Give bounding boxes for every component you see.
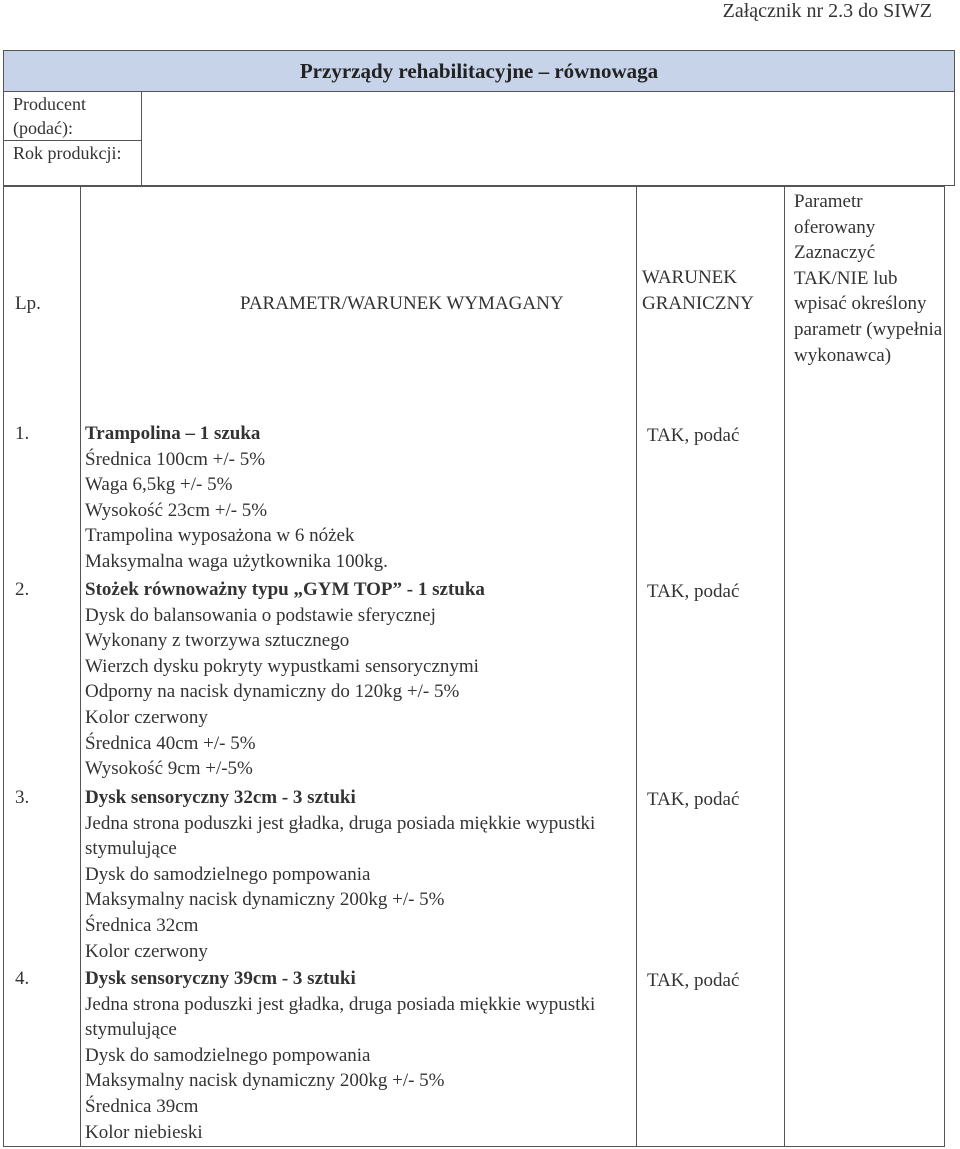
item-spec-line: Kolor czerwony	[85, 940, 208, 962]
limit-value: TAK, podać	[647, 789, 740, 810]
item-name: Dysk sensoryczny 39cm - 3 sztuki	[85, 968, 356, 989]
document-title: Przyrządy rehabilitacyjne – równowaga	[4, 51, 954, 92]
item-spec-line: Wierzch dysku pokryty wypustkami sensorycznymi	[85, 655, 479, 677]
column-divider	[80, 187, 81, 1146]
header-offered-parameter: Parametr oferowany Zaznaczyć TAK/NIE lub wpisać określony parametr (wypełnia wykonawca)	[794, 191, 943, 366]
item-spec-line: Maksymalna waga użytkownika 100kg.	[85, 550, 388, 572]
header-limit-condition: WARUNEK GRANICZNY	[642, 267, 754, 314]
item-spec-line: Wysokość 9cm +/-5%	[85, 758, 253, 780]
item-spec-line: Średnica 40cm +/- 5%	[85, 732, 256, 754]
item-spec-line: Jedna strona poduszki jest gładka, druga posiada miękkie wypustki stymulujące	[85, 812, 596, 860]
producer-label-column	[4, 91, 142, 185]
annex-label: Załącznik nr 2.3 do SIWZ	[722, 0, 932, 22]
item-spec-line: Średnica 32cm	[85, 914, 199, 936]
item-spec-line: Maksymalny nacisk dynamiczny 200kg +/- 5%	[85, 889, 445, 911]
limit-value: TAK, podać	[647, 970, 740, 991]
item-spec-line: Dysk do balansowania o podstawie sferycznej	[85, 604, 436, 626]
product-header-block	[3, 50, 955, 186]
item-name: Stożek równoważny typu „GYM TOP” - 1 sztuka	[85, 579, 485, 600]
header-required-parameter: PARAMETR/WARUNEK WYMAGANY	[240, 293, 564, 314]
item-number: 1.	[15, 423, 30, 444]
item-number: 3.	[15, 787, 30, 808]
item-spec-line: Trampolina wyposażona w 6 nóżek	[85, 525, 355, 547]
item-spec-line: Wysokość 23cm +/- 5%	[85, 499, 268, 521]
limit-value: TAK, podać	[647, 581, 740, 602]
item-spec-line: Dysk do samodzielnego pompowania	[85, 863, 371, 885]
item-name: Trampolina – 1 szuka	[85, 423, 261, 444]
producer-label: Producent (podać):	[4, 91, 141, 141]
item-spec-line: Średnica 39cm	[85, 1095, 199, 1117]
item-spec-line: Dysk do samodzielnego pompowania	[85, 1044, 371, 1066]
item-name: Dysk sensoryczny 32cm - 3 sztuki	[85, 787, 356, 808]
item-spec-line: Maksymalny nacisk dynamiczny 200kg +/- 5%	[85, 1070, 445, 1092]
item-spec-line: Wykonany z tworzywa sztucznego	[85, 630, 350, 652]
item-spec-line: Odporny na nacisk dynamiczny do 120kg +/- 5%	[85, 681, 460, 703]
header-lp: Lp.	[15, 293, 41, 314]
item-spec-line: Waga 6,5kg +/- 5%	[85, 474, 233, 496]
column-divider	[636, 187, 637, 1146]
item-number: 2.	[15, 579, 30, 600]
production-year-label: Rok produkcji:	[13, 143, 122, 163]
item-spec-line: Kolor czerwony	[85, 706, 208, 728]
item-spec-line: Kolor niebieski	[85, 1121, 203, 1143]
requirements-table	[3, 186, 945, 1147]
item-spec-line: Średnica 100cm +/- 5%	[85, 448, 266, 470]
column-divider	[784, 187, 785, 1146]
item-number: 4.	[15, 968, 30, 989]
limit-value: TAK, podać	[647, 425, 740, 446]
item-spec-line: Jedna strona poduszki jest gładka, druga posiada miękkie wypustki stymulujące	[85, 993, 596, 1041]
